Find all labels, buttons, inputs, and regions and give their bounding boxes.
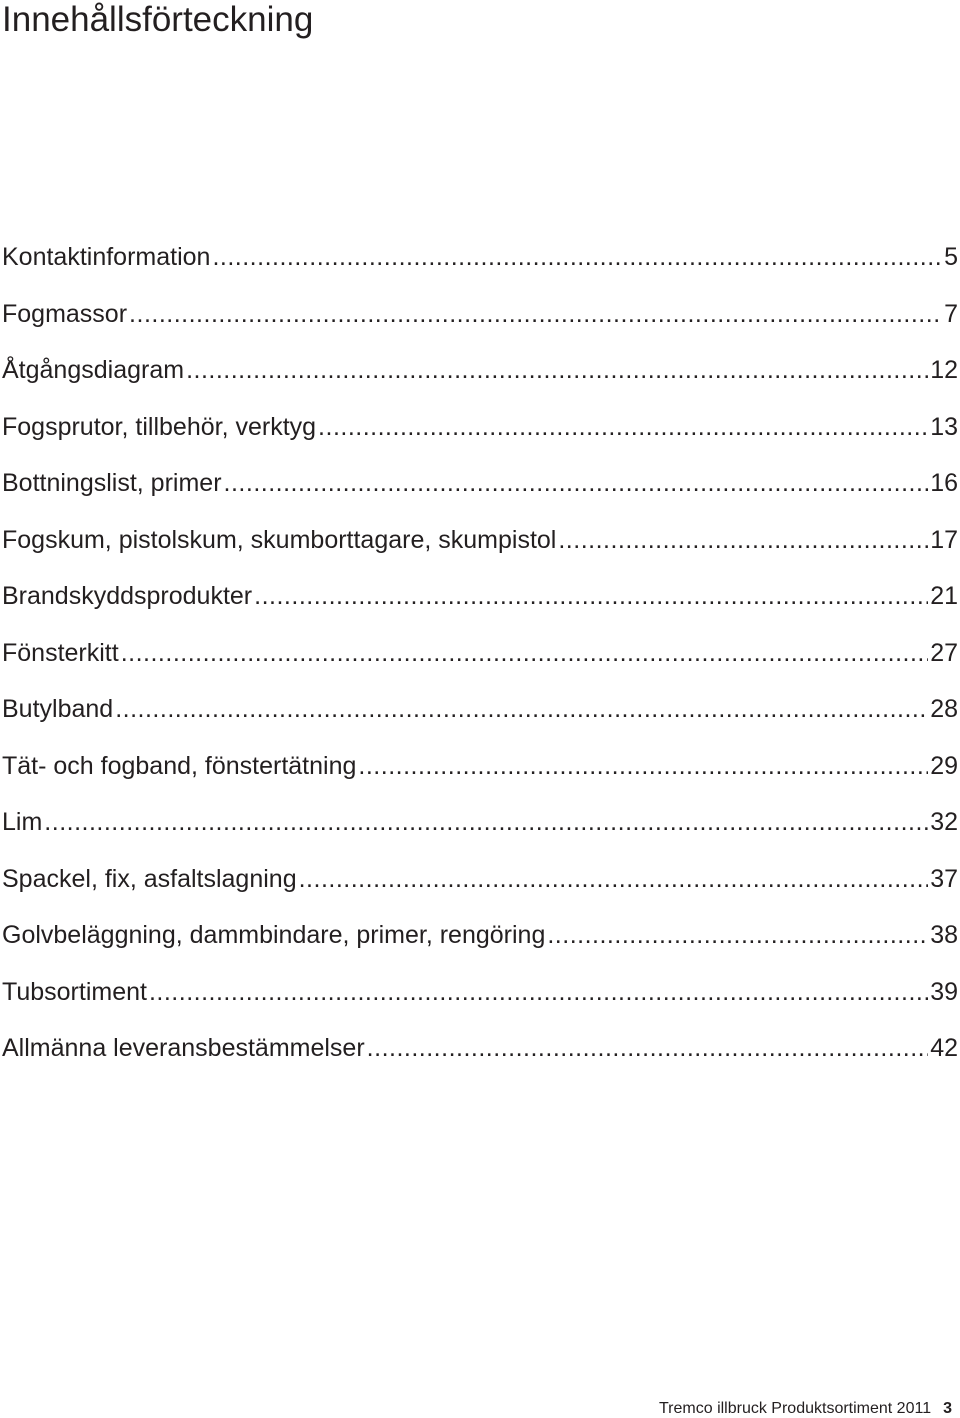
toc-entry[interactable] [2, 407, 958, 464]
toc-entry[interactable] [2, 520, 958, 577]
toc-entry-label: Fogskum, pistolskum, skumborttagare, skumpistol [2, 525, 557, 554]
toc-dot-leader [149, 972, 928, 1012]
toc-entry-label: Allmänna leveransbestämmelser [2, 1034, 365, 1062]
toc-dot-leader [121, 633, 928, 673]
toc-entry[interactable] [2, 746, 958, 803]
toc-dot-leader [299, 859, 929, 899]
page-title: Innehållsförteckning [2, 0, 314, 39]
toc-entry[interactable] [2, 294, 958, 351]
toc-entry-page: 32 [930, 808, 958, 836]
toc-entry[interactable] [2, 972, 958, 1029]
table-of-contents [2, 237, 958, 1085]
toc-entry-page: 28 [930, 695, 958, 723]
toc-entry[interactable] [2, 463, 958, 520]
toc-entry-label: Spackel, fix, asfaltslagning [2, 864, 297, 893]
toc-entry[interactable] [2, 1028, 958, 1085]
toc-entry-label: Brandskyddsprodukter [2, 582, 253, 610]
footer-text: Tremco illbruck Produktsortiment 2011 [658, 1400, 932, 1417]
toc-entry-label: Tät- och fogband, fönstertätning [2, 751, 357, 780]
toc-entry[interactable] [2, 689, 958, 746]
toc-entry-label: Golvbeläggning, dammbindare, primer, rengöring [2, 921, 546, 949]
toc-dot-leader [44, 802, 928, 842]
toc-entry[interactable] [2, 350, 958, 407]
toc-entry-page: 7 [944, 299, 958, 328]
toc-entry[interactable] [2, 859, 958, 916]
toc-entry-page: 29 [930, 751, 958, 780]
toc-entry-label: Fogsprutor, tillbehör, verktyg [2, 412, 317, 441]
toc-entry[interactable] [2, 915, 958, 972]
toc-entry-label: Lim [2, 808, 43, 836]
toc-dot-leader [115, 689, 928, 729]
toc-entry-page: 38 [930, 921, 958, 949]
toc-dot-leader [318, 407, 928, 447]
toc-entry-page: 21 [930, 582, 958, 610]
toc-dot-leader [558, 520, 928, 560]
toc-entry-page: 27 [930, 638, 958, 667]
toc-entry-label: Tubsortiment [2, 977, 147, 1006]
toc-entry-page: 17 [930, 525, 958, 554]
page-footer [659, 1400, 952, 1418]
toc-dot-leader [547, 915, 928, 955]
toc-dot-leader [254, 576, 928, 616]
toc-entry-page: 5 [944, 243, 958, 271]
toc-dot-leader [212, 237, 942, 277]
toc-entry-label: Butylband [2, 695, 114, 723]
toc-entry[interactable] [2, 237, 958, 294]
toc-entry-page: 16 [930, 469, 958, 497]
toc-entry-label: Bottningslist, primer [2, 469, 222, 497]
toc-entry-page: 12 [930, 356, 958, 384]
toc-entry-page: 42 [930, 1034, 958, 1062]
toc-entry[interactable] [2, 802, 958, 859]
toc-entry-label: Kontaktinformation [2, 243, 211, 271]
toc-dot-leader [224, 463, 929, 503]
toc-entry-label: Fogmassor [2, 299, 128, 328]
toc-entry[interactable] [2, 576, 958, 633]
toc-dot-leader [358, 746, 928, 786]
footer-page-number: 3 [943, 1400, 952, 1417]
toc-entry-label: Åtgångsdiagram [2, 356, 185, 384]
toc-entry-page: 37 [930, 864, 958, 893]
toc-dot-leader [129, 294, 942, 334]
toc-entry-page: 13 [930, 412, 958, 441]
toc-entry[interactable] [2, 633, 958, 690]
toc-dot-leader [367, 1028, 929, 1068]
toc-dot-leader [186, 350, 928, 390]
toc-entry-page: 39 [930, 977, 958, 1006]
toc-entry-label: Fönsterkitt [2, 638, 119, 667]
